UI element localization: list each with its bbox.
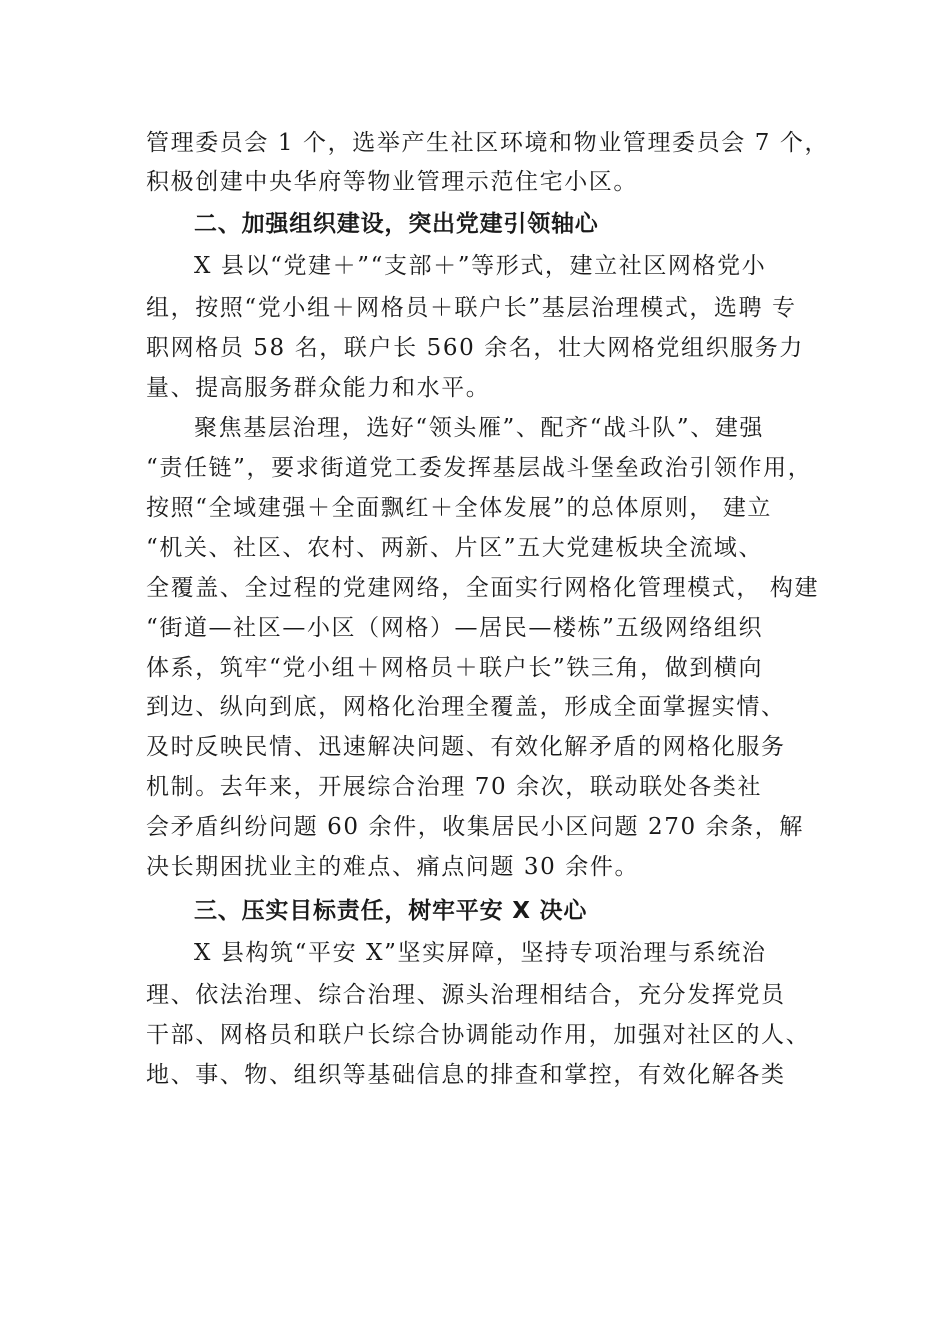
text-line: “责任链”，要求街道党工委发挥基层战斗堡垒政治引领作用， <box>146 455 813 481</box>
text-line: 地、事、物、组织等基础信息的排查和掌控，有效化解各类 <box>146 1062 786 1088</box>
section-heading: 二、加强组织建设，突出党建引领轴心 <box>194 211 599 237</box>
text-line: “机关、社区、农村、两新、片区”五大党建板块全流域、 <box>146 535 764 561</box>
text-line: 决长期困扰业主的难点、痛点问题 30 余件。 <box>146 854 640 880</box>
text-line: 积极创建中央华府等物业管理示范住宅小区。 <box>146 169 638 195</box>
text-line: “街道—社区—小区（网格）—居民—楼栋”五级网络组织 <box>146 615 764 641</box>
text-line: 管理委员会 1 个，选举产生社区环境和物业管理委员会 7 个， <box>146 130 830 156</box>
text-line: X 县以“党建＋”“支部＋”等形式，建立社区网格党小 <box>194 253 767 279</box>
text-line: 量、提高服务群众能力和水平。 <box>146 375 491 401</box>
section-heading: 三、压实目标责任，树牢平安 X 决心 <box>194 898 588 924</box>
text-line: 到边、纵向到底，网格化治理全覆盖，形成全面掌握实情、 <box>146 694 786 720</box>
text-line: 会矛盾纠纷问题 60 余件，收集居民小区问题 270 余条，解 <box>146 814 805 840</box>
text-line: 及时反映民情、迅速解决问题、有效化解矛盾的网格化服务 <box>146 734 786 760</box>
text-line: 干部、网格员和联户长综合协调能动作用，加强对社区的人、 <box>146 1022 811 1048</box>
text-line: X 县构筑“平安 X”坚实屏障，坚持专项治理与系统治 <box>194 940 767 966</box>
text-line: 按照“全域建强＋全面飘红＋全体发展”的总体原则， 建立 <box>146 495 773 521</box>
text-line: 体系，筑牢“党小组＋网格员＋联户长”铁三角，做到横向 <box>146 655 764 681</box>
text-line: 全覆盖、全过程的党建网络，全面实行网格化管理模式， 构建 <box>146 575 820 601</box>
text-line: 组，按照“党小组＋网格员＋联户长”基层治理模式，选聘 专 <box>146 295 797 321</box>
text-line: 机制。去年来，开展综合治理 70 余次，联动联处各类社 <box>146 774 763 800</box>
text-line: 聚焦基层治理，选好“领头雁”、配齐“战斗队”、建强 <box>194 415 765 441</box>
text-line: 理、依法治理、综合治理、源头治理相结合，充分发挥党员 <box>146 982 786 1008</box>
text-line: 职网格员 58 名，联户长 560 余名，壮大网格党组织服务力 <box>146 335 805 361</box>
